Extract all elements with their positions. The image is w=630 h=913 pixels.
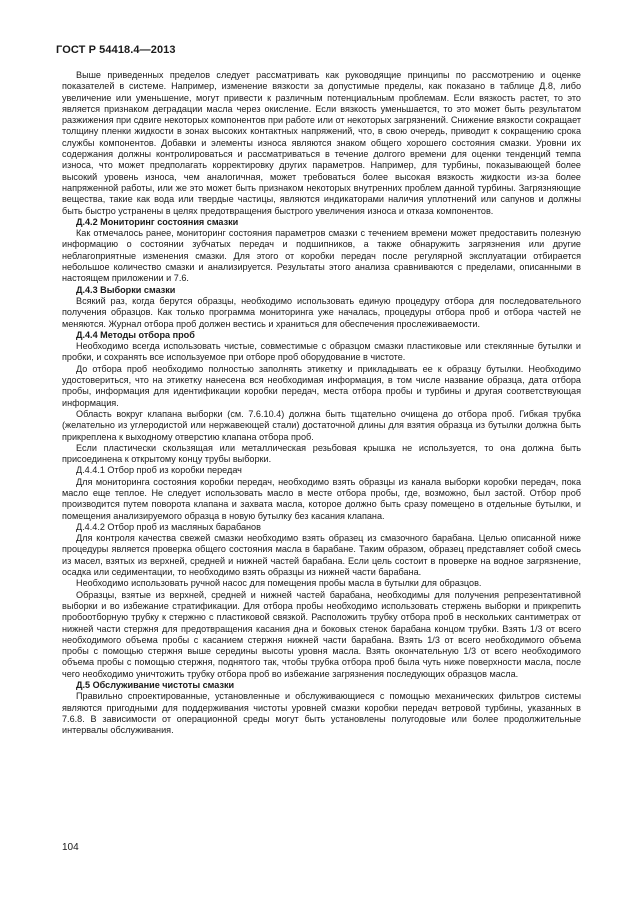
page-number: 104 — [62, 842, 79, 853]
section-heading: Д.5 Обслуживание чистоты смазки — [76, 680, 235, 691]
paragraph: Всякий раз, когда берутся образцы, необходимо использовать единую процедуру отбора для последовательного получения образцов. Как только программа мониторинга уже началась, процедуры отбора проб и отбора частей не меняются. Журнал отбора проб должен вестись и храниться для обеспечения прослеживаемости. — [62, 295, 581, 329]
paragraph: Выше приведенных пределов следует рассматривать как руководящие принципы по рассмотрению и оценке показателей в системе. Например, изменение вязкости за допустимые пределы, как показано в таблице Д.8, либо увеличение или уменьшение, могут привести к различным потенциальным проблемам. Если вязкость растет, то это является признаком деградации масла через окисление. Если вязкость уменьшается, то это может быть результатом разжижения при сдвиге некоторых компонентов при работе или от некоторых загрязнений. Снижение вязкости сокращает толщину пленки жидкости в зонах высоких контактных напряжений, что, в свою очередь, приводит к сокращению срока службы компонентов. Добавки и элементы износа являются знаком общего хорошего состояния смазки. Уровни их содержания должны контролироваться и рассматриваться в течение долгого времени для оценки тенденций темпа износа, что может предполагать корректировку других параметров. Например, для турбины, показывающей более высокий уровень износа, чем аналогичная, может требоваться более высокая вязкость жидкости из-за более напряженной работы, или же это может быть признаком некоторых внутренних проблем данной турбины. Загрязняющие вещества, такие как вода или твердые частицы, являются индикаторами наличия уплотнений или сапунов и должны быть быстро устранены в целях предотвращения быстрого увеличения износа и отказа компонентов. — [62, 70, 581, 216]
paragraph: До отбора проб необходимо полностью заполнять этикетку и прикладывать ее к образцу бутылки. Необходимо удостовериться, что на этикетку нанесена вся необходимая информация, в том числе название образца, дата отбора пробы, информация для идентификации коробки передач, места отбора пробы и турбины и другая соответствующая информация. — [62, 363, 581, 408]
document-header: ГОСТ Р 54418.4—2013 — [56, 44, 176, 56]
paragraph: Необходимо использовать ручной насос для помещения пробы масла в бутылки для образцов. — [76, 578, 482, 589]
paragraph: Область вокруг клапана выборки (см. 7.6.10.4) должна быть тщательно очищена до отбора проб. Гибкая трубка (желательно из углеродистой или нержавеющей стали) достаточной длины для взятия образца из бутылки должна быть прикреплена к выходному отверстию клапана отбора проб. — [62, 408, 581, 442]
paragraph: Как отмечалось ранее, мониторинг состояния параметров смазки с течением времени может предоставить полезную информацию о состоянии зубчатых передач и подшипников, а также обнаружить загрязнения или другие неблагоприятные изменения смазки. Для этого от коробки передач после регулярной эксплуатации отбирается небольшое количество смазки и анализируется. Результаты этого анализа сравниваются с пределами, описанными в настоящем приложении и 7.6. — [62, 228, 581, 284]
paragraph: Если пластически скользящая или металлическая резьбовая крышка не используется, то она должна быть присоединена к открытому концу трубы выборки. — [62, 442, 581, 465]
paragraph: Образцы, взятые из верхней, средней и нижней частей барабана, необходимы для получения репрезентативной выборки и во избежание стратификации. Для отбора пробы необходимо использовать стержень выборки и прикрепить пробоотборную трубку к стержню с пластиковой связкой. Расположить трубку отбора проб в нескольких сантиметрах от нижней части стержня для предотвращения касания дна и боковых стенок барабана концом трубки. Взять 1/3 от всего необходимого объема пробы с касанием стержня нижней части барабана. Взять 1/3 от всего необходимого объема пробы с помощью стержня выше середины высоты уровня масла. Взять окончательную 1/3 от всего необходимого объема пробы с помощью стержня, поднятого так, чтобы трубка отбора проб была чуть ниже поверхности масла, после чего необходимо уничтожить трубку отбора проб во избежание загрязнения последующих образцов масла. — [62, 589, 581, 679]
subsection-heading: Д.4.4.1 Отбор проб из коробки передач — [76, 465, 242, 476]
paragraph: Для мониторинга состояния коробки передач, необходимо взять образцы из канала выборки коробки передач, пока масло еще теплое. Не следует использовать масло в месте отбора пробы, где, возможно, был застой. Отбор проб производится путем поворота клапана и захвата масла, которое должно быть сразу помещено в отдельные бутылки, и помещения анализируемого образца в новую бутылку без касания клапана. — [62, 476, 581, 521]
section-heading: Д.4.3 Выборки смазки — [76, 284, 176, 295]
document-body — [62, 70, 581, 737]
paragraph: Правильно спроектированные, установленные и обслуживающиеся с помощью механических фильтров системы являются пригодными для поддерживания чистоты уровней смазки коробки передач ветровой турбины, указанных в 7.6.8. В зависимости от операционной среды могут быть установлены полугодовые или более продолжительные интервалы обслуживания. — [62, 691, 581, 736]
subsection-heading: Д.4.4.2 Отбор проб из масляных барабанов — [76, 521, 261, 532]
paragraph: Необходимо всегда использовать чистые, совместимые с образцом смазки пластиковые или стеклянные бутылки и пробки, и сохранять все используемое при отборе проб оборудование в чистоте. — [62, 341, 581, 363]
section-heading: Д.4.2 Мониторинг состояния смазки — [76, 216, 239, 227]
paragraph: Для контроля качества свежей смазки необходимо взять образец из смазочного барабана. Целью описанной ниже процедуры является проверка общего состояния масла в барабане. Таким образом, образец представляет собой смесь из масел, взятых из верхней, средней и нижней частей барабана. Если цель состоит в проверке на водное загрязнение, осадка или седиментации, то необходимо взять образцы из нижней части барабана. — [62, 533, 581, 578]
section-heading: Д.4.4 Методы отбора проб — [76, 329, 195, 340]
